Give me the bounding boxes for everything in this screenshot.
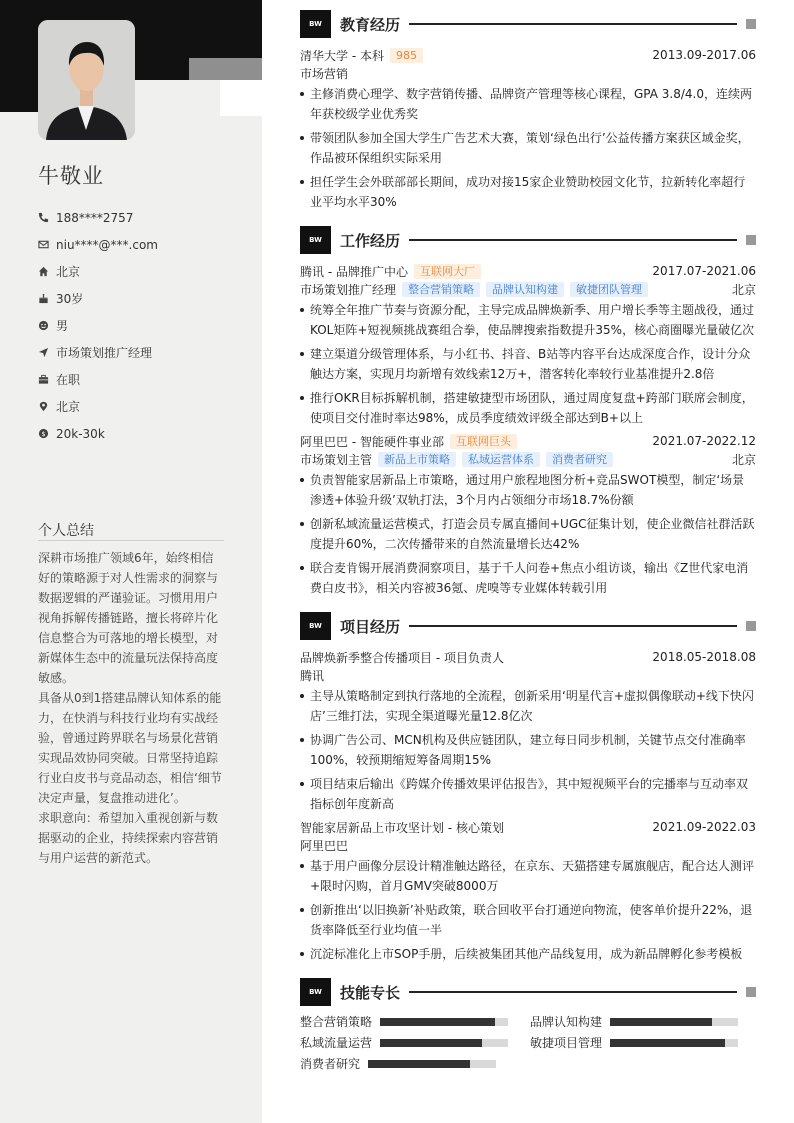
- project-org: 腾讯: [300, 668, 325, 683]
- sidebar-accent-block: [189, 58, 262, 80]
- section-badge: BW: [300, 10, 331, 38]
- project-header: [300, 648, 756, 666]
- sidebar: [0, 0, 262, 1123]
- info-gender: [38, 312, 158, 339]
- skills-grid: [300, 1013, 756, 1072]
- summary-text: [38, 548, 224, 868]
- skill-tag: 消费者研究: [546, 452, 613, 467]
- contact-info-list: [38, 204, 158, 447]
- info-email-text: niu****@***.com: [56, 237, 158, 252]
- gender-icon: [38, 320, 56, 331]
- job-role-row: [300, 280, 756, 298]
- salary-icon: [38, 428, 56, 439]
- section-badge: BW: [300, 226, 331, 254]
- info-home-text: 北京: [56, 265, 81, 279]
- summary-divider: [38, 540, 224, 541]
- summary-paragraph: 具备从0到1搭建品牌认知体系的能力，在快消与科技行业均有实战经验，曾通过跨界联名与场景化营销实现品效协同突破。日常坚持追踪行业白皮书与竞品动态，相信‘细节决定声量，复盘推动进化’。: [38, 691, 222, 805]
- skill-level-bar: [380, 1018, 508, 1026]
- info-gender-text: 男: [56, 319, 69, 333]
- job-entry: [300, 432, 756, 598]
- info-phone-text: 188****2757: [56, 210, 134, 225]
- project-date: 2018.05-2018.08: [652, 650, 756, 664]
- skill-tag: 新品上市策略: [378, 452, 456, 467]
- skill-name: 私域流量运营: [300, 1036, 373, 1050]
- section-header: [300, 226, 756, 254]
- home-icon: [38, 266, 56, 277]
- info-target-city: [38, 393, 158, 420]
- education-bullets: [300, 84, 756, 212]
- summary-title: 个人总结: [38, 523, 94, 539]
- job-role: 市场策划主管: [300, 452, 373, 467]
- info-salary: [38, 420, 158, 447]
- job-bullets: [300, 300, 756, 428]
- projects-section: [300, 612, 756, 964]
- skill-item: [300, 1055, 530, 1072]
- section-title: 项目经历: [340, 617, 401, 636]
- education-section: [300, 10, 756, 212]
- sidebar-accent-block: [220, 80, 262, 116]
- list-item: 负责智能家居新品上市策略，通过用户旅程地图分析+竞品SWOT模型，制定‘场景渗透+体验升级’双轨打法，3个月内占领细分市场18.7%份额: [300, 470, 756, 510]
- section-title: 工作经历: [340, 231, 401, 250]
- skill-name: 品牌认知构建: [530, 1015, 603, 1029]
- project-org: 阿里巴巴: [300, 838, 349, 853]
- skill-item: [300, 1034, 530, 1051]
- info-target-city-text: 北京: [56, 400, 81, 414]
- project-date: 2021.09-2022.03: [652, 820, 756, 834]
- education-major-row: [300, 64, 756, 82]
- skill-item: [300, 1013, 530, 1030]
- project-bullets: [300, 686, 756, 814]
- skill-tag: 私域运营体系: [462, 452, 540, 467]
- project-entry: [300, 818, 756, 964]
- list-item: 主修消费心理学、数字营销传播、品牌资产管理等核心课程，GPA 3.8/4.0，连续两年获校级学业优秀奖: [300, 84, 756, 124]
- skill-level-fill: [380, 1039, 482, 1047]
- list-item: 沉淀标准化上市SOP手册，后续被集团其他产品线复用，成为新品牌孵化参考模板: [300, 944, 756, 964]
- section-badge: BW: [300, 978, 331, 1006]
- skills-section: [300, 978, 756, 1072]
- list-item: 协调广告公司、MCN机构及供应链团队，建立每日同步机制，关键节点交付准确率100%，较预期缩短筹备周期15%: [300, 730, 756, 770]
- info-email: [38, 231, 158, 258]
- project-name: 品牌焕新季整合传播项目 - 项目负责人: [300, 650, 504, 665]
- info-position-text: 市场策划推广经理: [56, 346, 153, 360]
- skill-name: 敏捷项目管理: [530, 1036, 603, 1050]
- skill-tag: 品牌认知构建: [486, 282, 564, 297]
- job-role: 市场策划推广经理: [300, 282, 397, 297]
- section-divider: [409, 23, 737, 25]
- send-icon: [38, 347, 56, 358]
- company-tag: 互联网巨头: [450, 434, 517, 449]
- section-square: [746, 987, 756, 997]
- list-item: 带领团队参加全国大学生广告艺术大赛，策划‘绿色出行’公益传播方案获区域金奖，作品被环保组织实际采用: [300, 128, 756, 168]
- info-position: [38, 339, 158, 366]
- info-age-text: 30岁: [56, 292, 84, 306]
- sidebar-header-block: [0, 80, 38, 112]
- summary-paragraph: 求职意向：希望加入重视创新与数据驱动的企业，持续探索内容营销与用户运营的新范式。: [38, 811, 219, 865]
- info-phone: [38, 204, 158, 231]
- company-tag: 互联网大厂: [414, 264, 481, 279]
- job-company: 阿里巴巴 - 智能硬件事业部: [300, 434, 444, 449]
- job-role-row: [300, 450, 756, 468]
- location-pin-icon: [38, 401, 56, 412]
- info-status: [38, 366, 158, 393]
- info-status-text: 在职: [56, 373, 81, 387]
- job-date: 2017.07-2021.06: [652, 264, 756, 278]
- skill-level-bar: [610, 1018, 738, 1026]
- section-divider: [409, 239, 737, 241]
- job-header: [300, 432, 756, 450]
- list-item: 建立渠道分级管理体系，与小红书、抖音、B站等内容平台达成深度合作，设计分众触达方案，实现月均新增有效线索12万+，潜客转化率较行业基准提升2.8倍: [300, 344, 756, 384]
- cake-icon: [38, 293, 56, 304]
- section-header: [300, 612, 756, 640]
- svg-text:$: $: [41, 429, 46, 438]
- list-item: 主导从策略制定到执行落地的全流程，创新采用‘明星代言+虚拟偶像联动+线下快闪店’三维打法，实现全渠道曝光量12.8亿次: [300, 686, 756, 726]
- skill-level-fill: [380, 1018, 495, 1026]
- education-major: 市场营销: [300, 66, 349, 81]
- section-header: [300, 978, 756, 1006]
- list-item: 创新推出‘以旧换新’补贴政策，联合回收平台打通逆向物流，使客单价提升22%，退货率降低至行业均值一半: [300, 900, 756, 940]
- info-home: [38, 258, 158, 285]
- project-entry: [300, 648, 756, 814]
- section-title: 技能专长: [340, 983, 401, 1002]
- section-square: [746, 621, 756, 631]
- briefcase-icon: [38, 374, 56, 385]
- job-entry: [300, 262, 756, 428]
- list-item: 统筹全年推广节奏与资源分配，主导完成品牌焕新季、用户增长季等主题战役，通过KOL矩阵+短视频挑战赛组合拳，使品牌搜索指数提升35%，核心商圈曝光量破亿次: [300, 300, 756, 340]
- project-name: 智能家居新品上市攻坚计划 - 核心策划: [300, 820, 504, 835]
- skill-name: 消费者研究: [300, 1057, 361, 1071]
- skill-level-bar: [380, 1039, 508, 1047]
- section-header: [300, 10, 756, 38]
- project-org-row: [300, 836, 756, 854]
- info-age: [38, 285, 158, 312]
- list-item: 推行OKR目标拆解机制，搭建敏捷型市场团队，通过周度复盘+跨部门联席会制度，使项目交付准时率达98%，成员季度绩效评级全部达到B+以上: [300, 388, 756, 428]
- section-title: 教育经历: [340, 15, 401, 34]
- project-header: [300, 818, 756, 836]
- school-name: 清华大学 - 本科: [300, 48, 384, 63]
- section-square: [746, 19, 756, 29]
- avatar: [38, 20, 135, 140]
- skill-level-fill: [610, 1018, 712, 1026]
- section-square: [746, 235, 756, 245]
- job-bullets: [300, 470, 756, 598]
- summary-paragraph: 深耕市场推广领域6年，始终相信好的策略源于对人性需求的洞察与数据逻辑的严谨验证。习惯用用户视角拆解传播链路，擅长将碎片化信息整合为可落地的增长模型，对新媒体生态中的流量玩法保持高度敏感。: [38, 551, 219, 685]
- skill-level-fill: [368, 1060, 470, 1068]
- list-item: 基于用户画像分层设计精准触达路径，在京东、天猫搭建专属旗舰店，配合达人测评+限时闪购，首月GMV突破8000万: [300, 856, 756, 896]
- skill-level-bar: [610, 1039, 738, 1047]
- list-item: 创新私域流量运营模式，打造会员专属直播间+UGC征集计划，使企业微信社群活跃度提升60%，二次传播带来的自然流量增长达42%: [300, 514, 756, 554]
- school-tag: 985: [390, 48, 423, 63]
- work-section: [300, 226, 756, 598]
- mail-icon: [38, 239, 56, 250]
- section-divider: [409, 625, 737, 627]
- skill-level-bar: [368, 1060, 496, 1068]
- phone-icon: [38, 212, 56, 223]
- job-date: 2021.07-2022.12: [652, 434, 756, 448]
- main-content: [300, 10, 756, 1086]
- skill-item: [530, 1034, 756, 1051]
- skill-tag: 整合营销策略: [402, 282, 480, 297]
- list-item: 担任学生会外联部部长期间，成功对接15家企业赞助校园文化节，拉新转化率超行业平均水平30%: [300, 172, 756, 212]
- skill-level-fill: [610, 1039, 725, 1047]
- profile-name: 牛敬业: [38, 164, 104, 188]
- list-item: 联合麦肯锡开展消费洞察项目，基于千人问卷+焦点小组访谈，输出《Z世代家电消费白皮书》，相关内容被36氪、虎嗅等专业媒体转载引用: [300, 558, 756, 598]
- education-header: [300, 46, 756, 64]
- job-company: 腾讯 - 品牌推广中心: [300, 264, 408, 279]
- skill-name: 整合营销策略: [300, 1015, 373, 1029]
- list-item: 项目结束后输出《跨媒介传播效果评估报告》，其中短视频平台的完播率与互动率双指标创年度新高: [300, 774, 756, 814]
- job-city: 北京: [731, 452, 756, 467]
- job-city: 北京: [731, 282, 756, 297]
- education-date: 2013.09-2017.06: [652, 48, 756, 62]
- project-org-row: [300, 666, 756, 684]
- info-salary-text: 20k-30k: [56, 426, 105, 441]
- skill-tag: 敏捷团队管理: [570, 282, 648, 297]
- avatar-portrait: [38, 20, 135, 140]
- section-divider: [409, 991, 737, 993]
- skill-item: [530, 1013, 756, 1030]
- job-header: [300, 262, 756, 280]
- project-bullets: [300, 856, 756, 964]
- section-badge: BW: [300, 612, 331, 640]
